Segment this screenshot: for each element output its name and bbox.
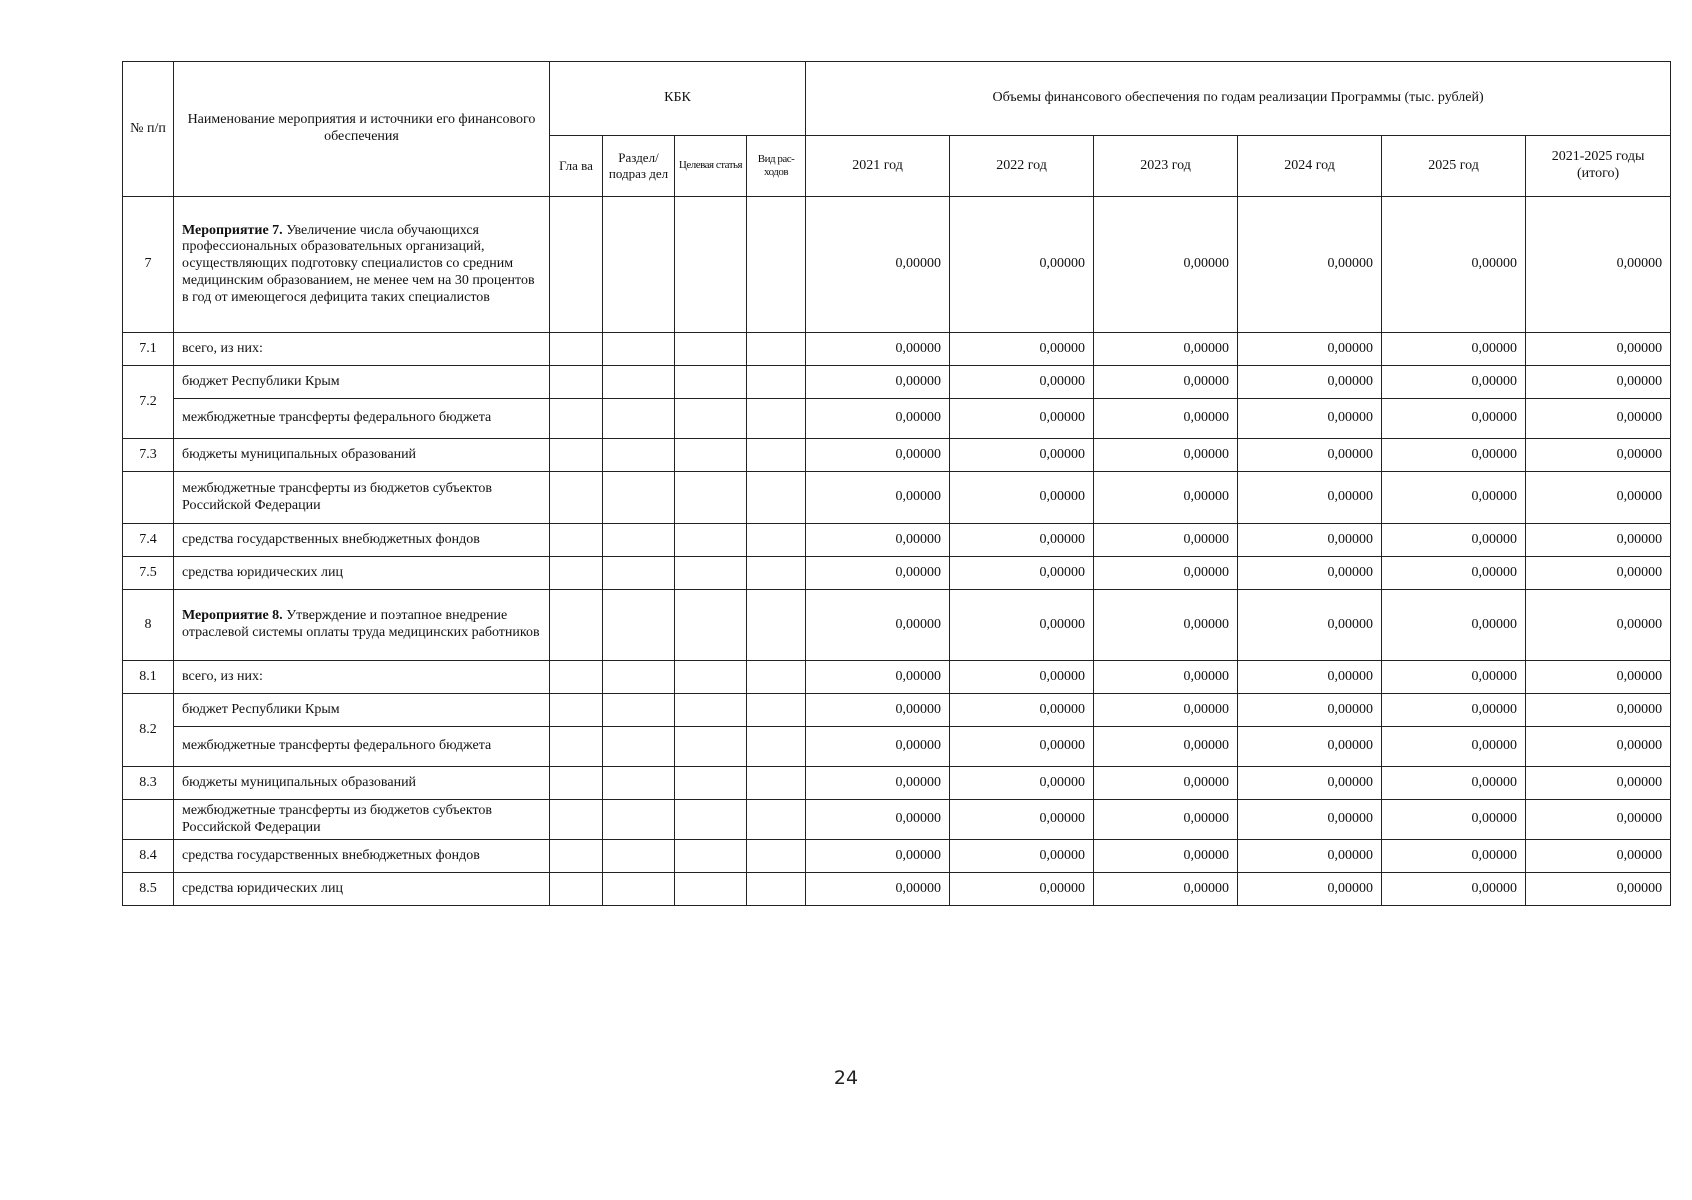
row-number: 8.5	[123, 873, 174, 906]
row-label-text: средства государственных внебюджетных фондов	[182, 847, 480, 863]
value-cell: 0,00000	[1094, 767, 1238, 800]
kbk-cell	[747, 472, 806, 524]
table-row	[123, 661, 1671, 694]
header-year-2025: 2025 год	[1382, 136, 1526, 197]
value-cell: 0,00000	[950, 333, 1094, 366]
kbk-cell	[675, 694, 747, 727]
value-cell: 0,00000	[1526, 524, 1671, 557]
row-label-text: средства государственных внебюджетных фондов	[182, 531, 480, 547]
value-cell: 0,00000	[1238, 439, 1382, 472]
value-cell: 0,00000	[1094, 557, 1238, 590]
value-cell: 0,00000	[1382, 197, 1526, 333]
value-cell: 0,00000	[806, 333, 950, 366]
row-number: 7.5	[123, 557, 174, 590]
row-number	[123, 472, 174, 524]
row-label-bold: Мероприятие 8.	[182, 608, 283, 624]
value-cell: 0,00000	[1094, 197, 1238, 333]
value-cell: 0,00000	[1526, 800, 1671, 840]
row-number: 8.2	[123, 694, 174, 767]
value-cell: 0,00000	[1238, 472, 1382, 524]
value-cell: 0,00000	[1526, 439, 1671, 472]
kbk-cell	[603, 590, 675, 661]
value-cell: 0,00000	[806, 800, 950, 840]
header-year-2021: 2021 год	[806, 136, 950, 197]
value-cell: 0,00000	[1382, 727, 1526, 767]
kbk-cell	[675, 840, 747, 873]
value-cell: 0,00000	[1382, 366, 1526, 399]
kbk-cell	[550, 873, 603, 906]
value-cell: 0,00000	[1238, 661, 1382, 694]
row-label	[174, 727, 550, 767]
value-cell: 0,00000	[950, 557, 1094, 590]
value-cell: 0,00000	[950, 366, 1094, 399]
row-label-bold: Мероприятие 7.	[182, 222, 283, 238]
value-cell: 0,00000	[806, 661, 950, 694]
kbk-cell	[603, 399, 675, 439]
value-cell: 0,00000	[806, 590, 950, 661]
kbk-cell	[603, 333, 675, 366]
value-cell: 0,00000	[1382, 661, 1526, 694]
header-kbk-statya: Целевая статья	[675, 136, 747, 197]
table-row	[123, 333, 1671, 366]
row-number: 7.3	[123, 439, 174, 472]
kbk-cell	[747, 439, 806, 472]
kbk-cell	[550, 366, 603, 399]
value-cell: 0,00000	[1094, 333, 1238, 366]
value-cell: 0,00000	[950, 661, 1094, 694]
kbk-cell	[603, 873, 675, 906]
row-label	[174, 472, 550, 524]
kbk-cell	[747, 333, 806, 366]
row-label	[174, 333, 550, 366]
value-cell: 0,00000	[1238, 590, 1382, 661]
value-cell: 0,00000	[1526, 366, 1671, 399]
row-label	[174, 524, 550, 557]
value-cell: 0,00000	[806, 197, 950, 333]
row-label-text: бюджеты муниципальных образований	[182, 774, 417, 790]
table-row	[123, 694, 1671, 727]
value-cell: 0,00000	[1382, 333, 1526, 366]
kbk-cell	[550, 840, 603, 873]
kbk-cell	[675, 524, 747, 557]
kbk-cell	[747, 366, 806, 399]
value-cell: 0,00000	[1526, 399, 1671, 439]
row-number: 8.1	[123, 661, 174, 694]
header-year-total: 2021-2025 годы (итого)	[1526, 136, 1671, 197]
row-label-text: всего, из них:	[182, 668, 263, 684]
value-cell: 0,00000	[1526, 873, 1671, 906]
value-cell: 0,00000	[806, 472, 950, 524]
value-cell: 0,00000	[1238, 366, 1382, 399]
kbk-cell	[675, 590, 747, 661]
value-cell: 0,00000	[1526, 694, 1671, 727]
value-cell: 0,00000	[950, 800, 1094, 840]
kbk-cell	[675, 197, 747, 333]
value-cell: 0,00000	[806, 439, 950, 472]
value-cell: 0,00000	[1238, 399, 1382, 439]
kbk-cell	[675, 873, 747, 906]
row-label	[174, 840, 550, 873]
row-label	[174, 694, 550, 727]
row-number: 8	[123, 590, 174, 661]
row-label	[174, 661, 550, 694]
value-cell: 0,00000	[1094, 694, 1238, 727]
value-cell: 0,00000	[806, 524, 950, 557]
value-cell: 0,00000	[806, 557, 950, 590]
value-cell: 0,00000	[1382, 800, 1526, 840]
kbk-cell	[675, 472, 747, 524]
row-label-text: средства юридических лиц	[182, 564, 343, 580]
kbk-cell	[550, 694, 603, 727]
kbk-cell	[603, 694, 675, 727]
row-number: 8.4	[123, 840, 174, 873]
value-cell: 0,00000	[1382, 524, 1526, 557]
value-cell: 0,00000	[1238, 197, 1382, 333]
value-cell: 0,00000	[1382, 590, 1526, 661]
kbk-cell	[675, 661, 747, 694]
kbk-cell	[603, 800, 675, 840]
row-label	[174, 197, 550, 333]
header-name: Наименование мероприятия и источники его финансового обеспечения	[174, 62, 550, 197]
value-cell: 0,00000	[1526, 557, 1671, 590]
kbk-cell	[747, 524, 806, 557]
value-cell: 0,00000	[1094, 800, 1238, 840]
header-kbk: КБК	[550, 62, 806, 136]
value-cell: 0,00000	[1526, 472, 1671, 524]
kbk-cell	[550, 333, 603, 366]
value-cell: 0,00000	[1382, 399, 1526, 439]
kbk-cell	[603, 661, 675, 694]
value-cell: 0,00000	[1526, 197, 1671, 333]
header-kbk-razdel: Раздел/ подраз дел	[603, 136, 675, 197]
kbk-cell	[747, 800, 806, 840]
value-cell: 0,00000	[806, 694, 950, 727]
kbk-cell	[550, 727, 603, 767]
value-cell: 0,00000	[1094, 590, 1238, 661]
table-row	[123, 197, 1671, 333]
table-row	[123, 366, 1671, 399]
row-number: 7.4	[123, 524, 174, 557]
value-cell: 0,00000	[1094, 472, 1238, 524]
value-cell: 0,00000	[1382, 767, 1526, 800]
value-cell: 0,00000	[806, 767, 950, 800]
table-row	[123, 439, 1671, 472]
header-volumes: Объемы финансового обеспечения по годам реализации Программы (тыс. рублей)	[806, 62, 1671, 136]
kbk-cell	[747, 694, 806, 727]
value-cell: 0,00000	[806, 399, 950, 439]
value-cell: 0,00000	[1526, 767, 1671, 800]
value-cell: 0,00000	[1238, 767, 1382, 800]
value-cell: 0,00000	[1094, 399, 1238, 439]
page-number: 24	[833, 1067, 859, 1089]
table-row	[123, 557, 1671, 590]
row-label-text: межбюджетные трансферты из бюджетов субъектов Российской Федерации	[182, 802, 492, 835]
value-cell: 0,00000	[1526, 727, 1671, 767]
table-row	[123, 727, 1671, 767]
table-row	[123, 399, 1671, 439]
row-label-text: бюджет Республики Крым	[182, 701, 340, 717]
value-cell: 0,00000	[950, 694, 1094, 727]
row-label-text: средства юридических лиц	[182, 880, 343, 896]
value-cell: 0,00000	[1238, 557, 1382, 590]
kbk-cell	[747, 661, 806, 694]
table-row	[123, 800, 1671, 840]
row-label-text: межбюджетные трансферты из бюджетов субъектов Российской Федерации	[182, 480, 492, 513]
kbk-cell	[747, 840, 806, 873]
row-number: 7.2	[123, 366, 174, 439]
kbk-cell	[603, 727, 675, 767]
value-cell: 0,00000	[1526, 661, 1671, 694]
value-cell: 0,00000	[1238, 524, 1382, 557]
value-cell: 0,00000	[1094, 840, 1238, 873]
kbk-cell	[747, 873, 806, 906]
kbk-cell	[550, 524, 603, 557]
row-label	[174, 399, 550, 439]
kbk-cell	[550, 472, 603, 524]
value-cell: 0,00000	[950, 840, 1094, 873]
kbk-cell	[603, 840, 675, 873]
row-label-text: Утверждение и поэтапное внедрение отраслевой системы оплаты труда медицинских работников	[182, 608, 540, 640]
header-year-2023: 2023 год	[1094, 136, 1238, 197]
kbk-cell	[603, 197, 675, 333]
kbk-cell	[675, 767, 747, 800]
kbk-cell	[747, 399, 806, 439]
value-cell: 0,00000	[1094, 366, 1238, 399]
kbk-cell	[675, 333, 747, 366]
kbk-cell	[747, 767, 806, 800]
kbk-cell	[603, 767, 675, 800]
row-number: 8.3	[123, 767, 174, 800]
value-cell: 0,00000	[806, 873, 950, 906]
kbk-cell	[675, 557, 747, 590]
table-row	[123, 767, 1671, 800]
kbk-cell	[747, 727, 806, 767]
value-cell: 0,00000	[1526, 333, 1671, 366]
kbk-cell	[603, 472, 675, 524]
value-cell: 0,00000	[1094, 873, 1238, 906]
row-label-text: бюджеты муниципальных образований	[182, 446, 417, 462]
kbk-cell	[550, 661, 603, 694]
value-cell: 0,00000	[1382, 840, 1526, 873]
header-year-2024: 2024 год	[1238, 136, 1382, 197]
header-num: № п/п	[123, 62, 174, 197]
value-cell: 0,00000	[950, 399, 1094, 439]
value-cell: 0,00000	[950, 472, 1094, 524]
value-cell: 0,00000	[1526, 590, 1671, 661]
value-cell: 0,00000	[1238, 333, 1382, 366]
row-number: 7.1	[123, 333, 174, 366]
row-label	[174, 366, 550, 399]
table-row	[123, 873, 1671, 906]
kbk-cell	[550, 557, 603, 590]
kbk-cell	[603, 439, 675, 472]
row-label	[174, 800, 550, 840]
value-cell: 0,00000	[1382, 439, 1526, 472]
value-cell: 0,00000	[806, 840, 950, 873]
kbk-cell	[675, 727, 747, 767]
kbk-cell	[603, 366, 675, 399]
row-label	[174, 557, 550, 590]
kbk-cell	[675, 366, 747, 399]
value-cell: 0,00000	[1382, 472, 1526, 524]
table-body	[123, 197, 1671, 906]
kbk-cell	[550, 439, 603, 472]
kbk-cell	[747, 557, 806, 590]
kbk-cell	[675, 399, 747, 439]
value-cell: 0,00000	[950, 439, 1094, 472]
row-label	[174, 767, 550, 800]
value-cell: 0,00000	[1238, 840, 1382, 873]
value-cell: 0,00000	[1094, 661, 1238, 694]
row-label-text: межбюджетные трансферты федерального бюджета	[182, 410, 492, 426]
value-cell: 0,00000	[950, 590, 1094, 661]
kbk-cell	[675, 439, 747, 472]
row-label-text: бюджет Республики Крым	[182, 373, 340, 389]
row-label-text: всего, из них:	[182, 340, 263, 356]
header-kbk-vid: Вид рас- ходов	[747, 136, 806, 197]
row-label-text: Увеличение числа обучающихся профессиональных образовательных организаций, осуществляющих подготовку специалистов со средним медицинским образованием, не менее чем на 30 процентов в год от имеющегося дефицита таких специалистов	[182, 222, 535, 305]
value-cell: 0,00000	[950, 767, 1094, 800]
value-cell: 0,00000	[806, 366, 950, 399]
value-cell: 0,00000	[806, 727, 950, 767]
kbk-cell	[550, 767, 603, 800]
value-cell: 0,00000	[1526, 840, 1671, 873]
row-label	[174, 590, 550, 661]
header-year-2022: 2022 год	[950, 136, 1094, 197]
table-row	[123, 472, 1671, 524]
value-cell: 0,00000	[950, 727, 1094, 767]
table-row	[123, 590, 1671, 661]
row-number: 7	[123, 197, 174, 333]
value-cell: 0,00000	[950, 197, 1094, 333]
row-label	[174, 873, 550, 906]
value-cell: 0,00000	[950, 873, 1094, 906]
kbk-cell	[550, 197, 603, 333]
financing-table	[122, 61, 1671, 906]
kbk-cell	[550, 590, 603, 661]
header-kbk-glava: Гла ва	[550, 136, 603, 197]
kbk-cell	[603, 557, 675, 590]
kbk-cell	[550, 399, 603, 439]
row-label	[174, 439, 550, 472]
value-cell: 0,00000	[1382, 694, 1526, 727]
value-cell: 0,00000	[1094, 727, 1238, 767]
table-row	[123, 840, 1671, 873]
value-cell: 0,00000	[950, 524, 1094, 557]
value-cell: 0,00000	[1238, 800, 1382, 840]
kbk-cell	[603, 524, 675, 557]
kbk-cell	[747, 590, 806, 661]
value-cell: 0,00000	[1238, 873, 1382, 906]
kbk-cell	[675, 800, 747, 840]
row-label-text: межбюджетные трансферты федерального бюджета	[182, 738, 492, 754]
value-cell: 0,00000	[1094, 439, 1238, 472]
table-row	[123, 524, 1671, 557]
value-cell: 0,00000	[1382, 873, 1526, 906]
row-number	[123, 800, 174, 840]
value-cell: 0,00000	[1238, 694, 1382, 727]
value-cell: 0,00000	[1238, 727, 1382, 767]
value-cell: 0,00000	[1382, 557, 1526, 590]
kbk-cell	[550, 800, 603, 840]
value-cell: 0,00000	[1094, 524, 1238, 557]
kbk-cell	[747, 197, 806, 333]
